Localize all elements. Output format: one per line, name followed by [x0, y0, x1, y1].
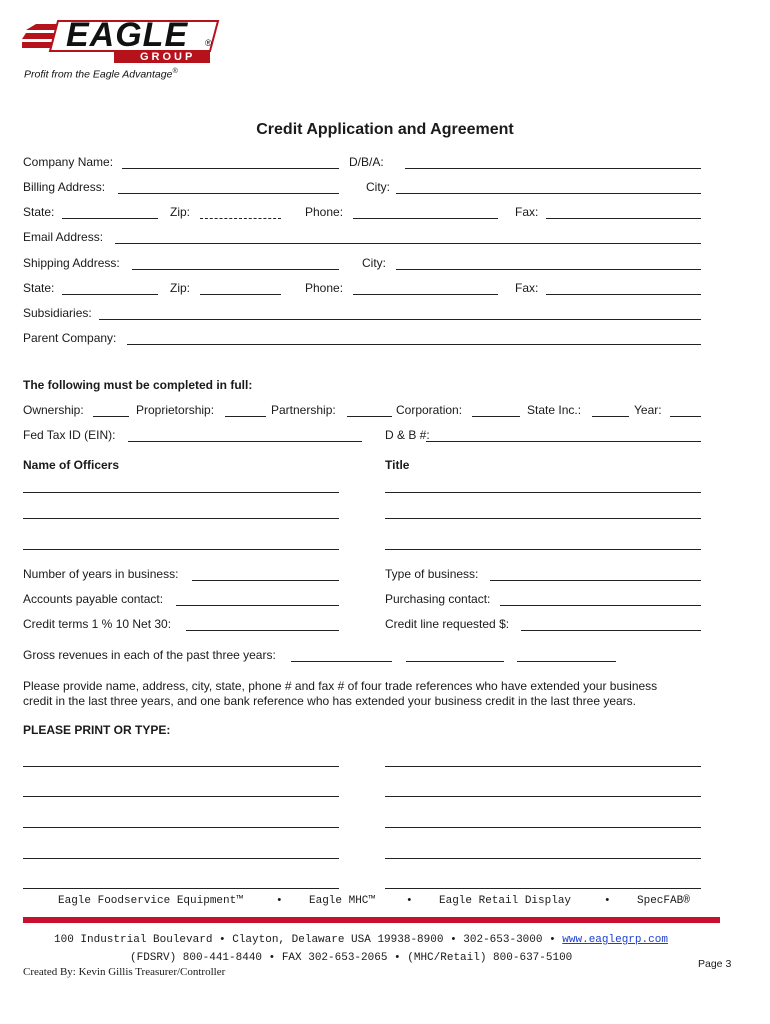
dnb-label: D & B #: — [385, 428, 430, 442]
reference-line-right-5[interactable] — [385, 888, 701, 889]
footer-bullet-1: • — [276, 895, 283, 907]
state-inc-label: State Inc.: — [527, 403, 582, 417]
billing-state-field[interactable] — [62, 218, 158, 219]
type-of-business-label: Type of business: — [385, 567, 479, 581]
billing-zip-field[interactable] — [200, 218, 281, 219]
billing-city-field[interactable] — [396, 193, 701, 194]
shipping-city-field[interactable] — [396, 269, 701, 270]
company-name-field[interactable] — [122, 168, 339, 169]
page-title: Credit Application and Agreement — [256, 121, 514, 138]
type-of-business-field[interactable] — [490, 580, 701, 581]
parent-company-label: Parent Company: — [23, 331, 117, 345]
officer-name-line-1[interactable] — [23, 492, 339, 493]
reference-line-left-4[interactable] — [23, 858, 339, 859]
reference-line-right-4[interactable] — [385, 858, 701, 859]
subsidiaries-field[interactable] — [99, 319, 701, 320]
footer-brand-specfab: SpecFAB® — [637, 895, 690, 907]
shipping-address-field[interactable] — [132, 269, 339, 270]
proprietorship-field[interactable] — [225, 416, 266, 417]
shipping-zip-field[interactable] — [200, 294, 281, 295]
year-label: Year: — [634, 403, 662, 417]
billing-address-label: Billing Address: — [23, 180, 106, 194]
footer-page-number: Page 3 — [698, 958, 732, 970]
reference-line-left-3[interactable] — [23, 827, 339, 828]
corporation-label: Corporation: — [396, 403, 463, 417]
footer-address-line — [54, 933, 668, 947]
footer-brand-foodservice: Eagle Foodservice Equipment™ — [58, 895, 243, 907]
gross-revenue-year-3-field[interactable] — [517, 661, 616, 662]
years-in-business-label: Number of years in business: — [23, 567, 179, 581]
reference-line-left-5[interactable] — [23, 888, 339, 889]
parent-company-field[interactable] — [127, 344, 701, 345]
print-or-type-heading: PLEASE PRINT OR TYPE: — [23, 723, 171, 737]
billing-fax-field[interactable] — [546, 218, 701, 219]
billing-phone-label: Phone: — [305, 205, 344, 219]
gross-revenue-year-2-field[interactable] — [406, 661, 504, 662]
logo-registered-mark: ® — [205, 38, 212, 48]
email-field[interactable] — [115, 243, 701, 244]
subsidiaries-label: Subsidiaries: — [23, 306, 92, 320]
reference-line-left-1[interactable] — [23, 766, 339, 767]
ownership-field[interactable] — [93, 416, 129, 417]
billing-zip-label: Zip: — [170, 205, 191, 219]
reference-line-right-3[interactable] — [385, 827, 701, 828]
years-in-business-field[interactable] — [192, 580, 339, 581]
footer-website-link[interactable]: www.eaglegrp.com — [562, 934, 668, 946]
company-name-label: Company Name: — [23, 155, 114, 169]
email-label: Email Address: — [23, 230, 104, 244]
state-inc-field[interactable] — [592, 416, 629, 417]
officer-name-line-3[interactable] — [23, 549, 339, 550]
ap-contact-label: Accounts payable contact: — [23, 592, 164, 606]
officer-name-line-2[interactable] — [23, 518, 339, 519]
dba-label: D/B/A: — [349, 155, 384, 169]
footer-bullet-3: • — [604, 895, 611, 907]
shipping-fax-label: Fax: — [515, 281, 539, 295]
billing-state-label: State: — [23, 205, 55, 219]
gross-revenues-label: Gross revenues in each of the past three years: — [23, 648, 276, 662]
shipping-phone-label: Phone: — [305, 281, 344, 295]
shipping-phone-field[interactable] — [353, 294, 498, 295]
purchasing-contact-label: Purchasing contact: — [385, 592, 491, 606]
ownership-label: Ownership: — [23, 403, 84, 417]
shipping-city-label: City: — [362, 256, 386, 270]
logo-tagline — [24, 66, 178, 81]
footer-brands — [0, 894, 770, 910]
billing-address-field[interactable] — [118, 193, 339, 194]
reference-line-right-1[interactable] — [385, 766, 701, 767]
section-complete-in-full: The following must be completed in full: — [23, 378, 253, 392]
references-instructions-line-2: credit in the last three years, and one bank reference who has extended your business credit in the last three years. — [23, 694, 637, 708]
logo-group-text: GROUP — [140, 51, 196, 63]
reference-line-left-2[interactable] — [23, 796, 339, 797]
officer-title-heading: Title — [385, 458, 410, 472]
logo-tagline-mark: ® — [172, 68, 178, 75]
footer-bullet-2: • — [406, 895, 413, 907]
shipping-zip-label: Zip: — [170, 281, 191, 295]
credit-terms-label: Credit terms 1 % 10 Net 30: — [23, 617, 172, 631]
fed-tax-label: Fed Tax ID (EIN): — [23, 428, 116, 442]
credit-line-label: Credit line requested $: — [385, 617, 510, 631]
partnership-field[interactable] — [347, 416, 392, 417]
reference-line-right-2[interactable] — [385, 796, 701, 797]
year-field[interactable] — [670, 416, 701, 417]
fed-tax-field[interactable] — [128, 441, 362, 442]
billing-fax-label: Fax: — [515, 205, 539, 219]
officers-heading: Name of Officers — [23, 458, 120, 472]
shipping-address-label: Shipping Address: — [23, 256, 120, 270]
billing-phone-field[interactable] — [353, 218, 498, 219]
credit-terms-field[interactable] — [186, 630, 339, 631]
eagle-group-logo — [22, 18, 222, 80]
footer-brand-mhc: Eagle MHC™ — [309, 895, 376, 907]
footer-divider-bar — [23, 917, 720, 923]
shipping-state-field[interactable] — [62, 294, 158, 295]
ap-contact-field[interactable] — [176, 605, 339, 606]
corporation-field[interactable] — [472, 416, 520, 417]
billing-city-label: City: — [366, 180, 390, 194]
officer-title-line-3[interactable] — [385, 549, 701, 550]
partnership-label: Partnership: — [271, 403, 336, 417]
dnb-field[interactable] — [426, 441, 701, 442]
shipping-fax-field[interactable] — [546, 294, 701, 295]
officer-title-line-2[interactable] — [385, 518, 701, 519]
officer-title-line-1[interactable] — [385, 492, 701, 493]
footer-address-text: 100 Industrial Boulevard • Clayton, Delaware USA 19938-8900 • 302-653-3000 • — [54, 934, 556, 946]
footer-brand-retail: Eagle Retail Display — [439, 895, 572, 907]
purchasing-contact-field[interactable] — [500, 605, 701, 606]
footer-created-by: Created By: Kevin Gillis Treasurer/Controller — [23, 966, 226, 978]
footer-phones-line: (FDSRV) 800-441-8440 • FAX 302-653-2065 • (MHC/Retail) 800-637-5100 — [130, 952, 573, 964]
logo-brand-text: EAGLE — [66, 16, 189, 54]
gross-revenue-year-1-field[interactable] — [291, 661, 392, 662]
proprietorship-label: Proprietorship: — [136, 403, 215, 417]
shipping-state-label: State: — [23, 281, 55, 295]
credit-line-field[interactable] — [521, 630, 701, 631]
dba-field[interactable] — [405, 168, 701, 169]
logo-tagline-text: Profit from the Eagle Advantage — [24, 68, 173, 81]
references-instructions-line-1: Please provide name, address, city, state, phone # and fax # of four trade references who have extended your business — [23, 679, 658, 693]
